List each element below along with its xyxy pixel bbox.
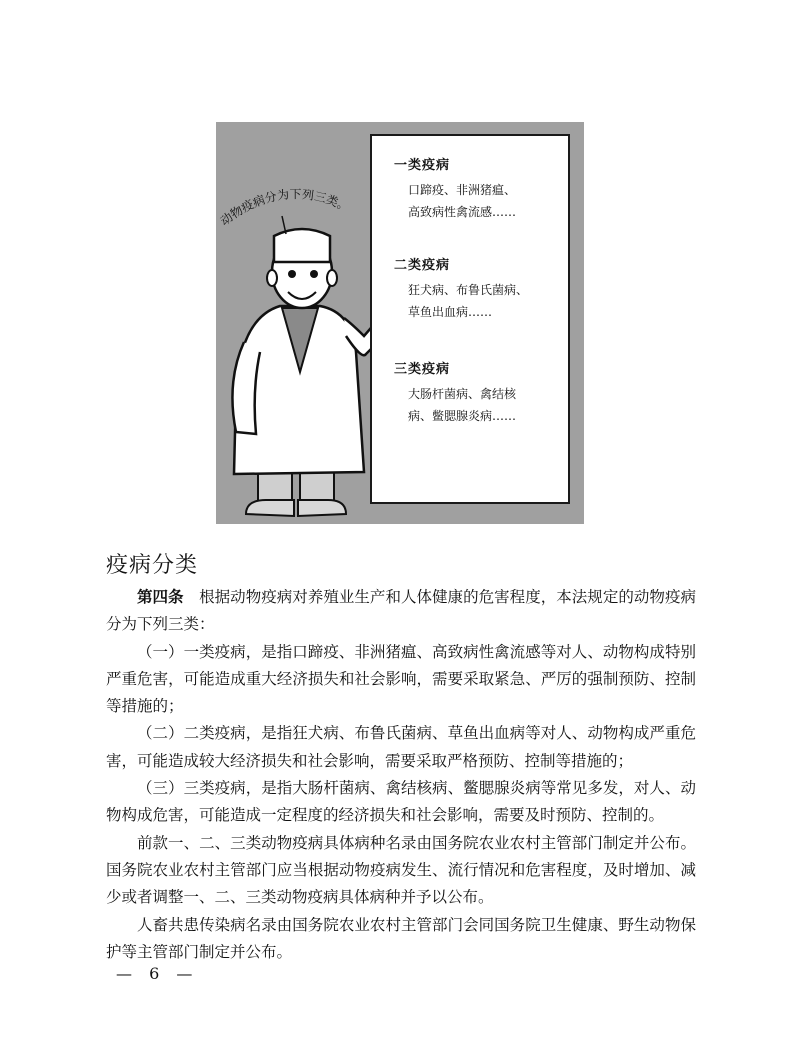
category-line: 高致病性禽流感……: [408, 205, 517, 219]
svg-text:动物疫病分为下列三类。: [218, 186, 352, 228]
disease-board: [370, 134, 570, 504]
category-line: 草鱼出血病……: [408, 305, 493, 319]
article-body: [106, 584, 696, 966]
article-item: （三）三类疫病，是指大肠杆菌病、禽结核病、鳖腮腺炎病等常见多发，对人、动物构成危害，可能造成一定程度的经济损失和社会影响，需要及时预防、控制的。: [106, 779, 696, 825]
category-title: 三类疫病: [394, 362, 451, 377]
category-3: [394, 358, 516, 427]
speech-bubble: [218, 182, 358, 236]
category-2: [394, 254, 528, 323]
article-item: 人畜共患传染病名录由国务院农业农村主管部门会同国务院卫生健康、野生动物保护等主管部门制定并公布。: [106, 915, 696, 961]
speech-text-arc: [218, 182, 358, 236]
category-title: 一类疫病: [394, 158, 451, 173]
category-line: 病、鳖腮腺炎病……: [408, 409, 517, 423]
article-item: （一）一类疫病，是指口蹄疫、非洲猪瘟、高致病性禽流感等对人、动物构成特别严重危害，可能造成重大经济损失和社会影响，需要采取紧急、严厉的强制预防、控制等措施的；: [106, 642, 696, 716]
article-label: 第四条: [137, 588, 184, 606]
category-line: 狂犬病、布鲁氏菌病、: [408, 283, 529, 297]
speech-text: 动物疫病分为下列三类。: [218, 187, 352, 229]
page-number: — 6 —: [116, 964, 199, 983]
section-heading: 疫病分类: [106, 553, 199, 578]
illustration-doctor: [216, 122, 584, 524]
article-intro: [106, 584, 696, 639]
category-title: 二类疫病: [394, 258, 451, 273]
article-item: 前款一、二、三类动物疫病具体病种名录由国务院农业农村主管部门制定并公布。国务院农业农村主管部门应当根据动物疫病发生、流行情况和危害程度，及时增加、减少或者调整一、二、三类动物疫病具体病种并予以公布。: [106, 833, 696, 907]
article-intro-text: 根据动物疫病对养殖业生产和人体健康的危害程度，本法规定的动物疫病分为下列三类：: [106, 588, 696, 634]
category-line: 大肠杆菌病、禽结核: [408, 387, 517, 401]
category-line: 口蹄疫、非洲猪瘟、: [408, 183, 517, 197]
article-item: （二）二类疫病，是指狂犬病、布鲁氏菌病、草鱼出血病等对人、动物构成严重危害，可能造成较大经济损失和社会影响，需要采取严格预防、控制等措施的；: [106, 724, 696, 770]
category-1: [394, 154, 516, 223]
